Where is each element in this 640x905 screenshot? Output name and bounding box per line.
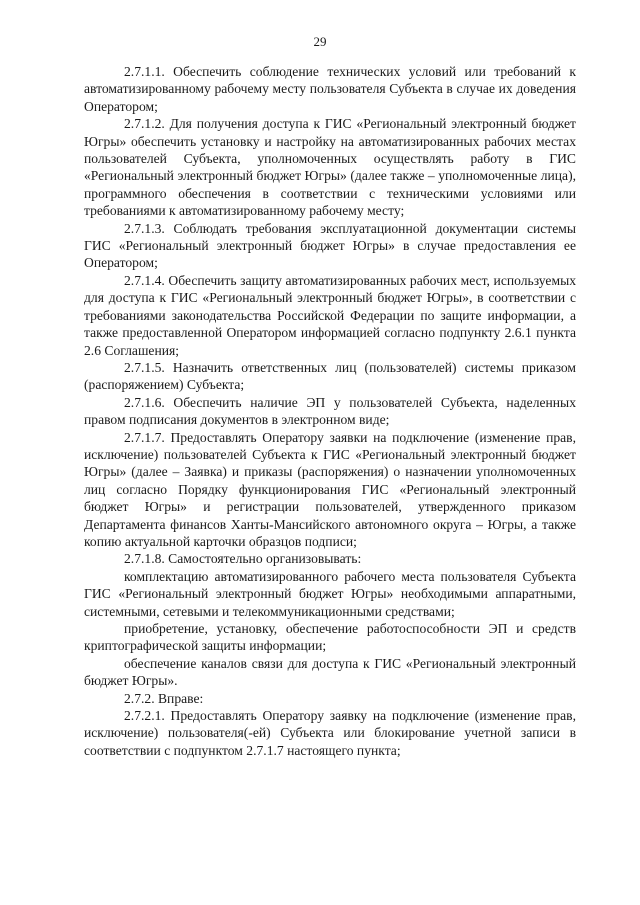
paragraph: 2.7.1.7. Предоставлять Оператору заявки на подключение (изменение прав, исключение) пользователей Субъекта к ГИС «Региональный электронный бюджет Югры» (далее – Заявка) и приказы (распоряжения) о назначении уполномоченных лиц согласно Порядку функционирования ГИС «Региональный электронный бюджет Югры» и регистрации пользователей, утвержденного приказом Департамента финансов Ханты-Мансийского автономного округа – Югры, а также копию актуальной карточки образцов подписи; [84, 429, 576, 549]
paragraph: обеспечение каналов связи для доступа к ГИС «Региональный электронный бюджет Югры». [84, 655, 576, 689]
paragraph: 2.7.1.4. Обеспечить защиту автоматизированных рабочих мест, используемых для доступа к ГИС «Региональный электронный бюджет Югры», в соответствии с требованиями законодательства Российской Федерации по защите информации, а также предоставленной Оператором информацией согласно подпункту 2.6.1 пункта 2.6 Соглашения; [84, 272, 576, 358]
paragraph: 2.7.1.6. Обеспечить наличие ЭП у пользователей Субъекта, наделенных правом подписания документов в электронном виде; [84, 394, 576, 428]
paragraph: 2.7.1.8. Самостоятельно организовывать: [124, 551, 362, 567]
paragraph: 2.7.1.5. Назначить ответственных лиц (пользователей) системы приказом (распоряжением) Субъекта; [84, 359, 576, 393]
paragraph: 2.7.1.3. Соблюдать требования эксплуатационной документации системы ГИС «Региональный электронный бюджет Югры» в случае предоставления ее Оператором; [84, 220, 576, 271]
page-number: 29 [313, 34, 327, 49]
paragraph: приобретение, установку, обеспечение работоспособности ЭП и средств криптографической защиты информации; [84, 621, 576, 654]
document-body [84, 63, 576, 759]
paragraph: комплектацию автоматизированного рабочего места пользователя Субъекта ГИС «Региональный электронный бюджет Югры» необходимыми аппаратными, системными, сетевыми и телекоммуникационными средствами; [84, 568, 576, 619]
paragraph: 2.7.2.1. Предоставлять Оператору заявку на подключение (изменение прав, исключение) пользователя(-ей) Субъекта или блокирование учетной записи в соответствии с подпунктом 2.7.1.7 настоящего пункта; [84, 708, 576, 758]
paragraph: 2.7.1.1. Обеспечить соблюдение технических условий или требований к автоматизированному рабочему месту пользователя Субъекта в случае их доведения Оператором; [84, 64, 576, 114]
paragraph: 2.7.1.2. Для получения доступа к ГИС «Региональный электронный бюджет Югры» обеспечить установку и настройку на автоматизированных рабочих местах пользователей Субъекта, уполномоченных осуществлять работу в ГИС «Региональный электронный бюджет Югры» (далее также – уполномоченные лица), программного обеспечения в соответствии с техническими условиями или требованиями к автоматизированному рабочему месту; [84, 116, 576, 219]
paragraph: 2.7.2. Вправе: [124, 690, 204, 706]
